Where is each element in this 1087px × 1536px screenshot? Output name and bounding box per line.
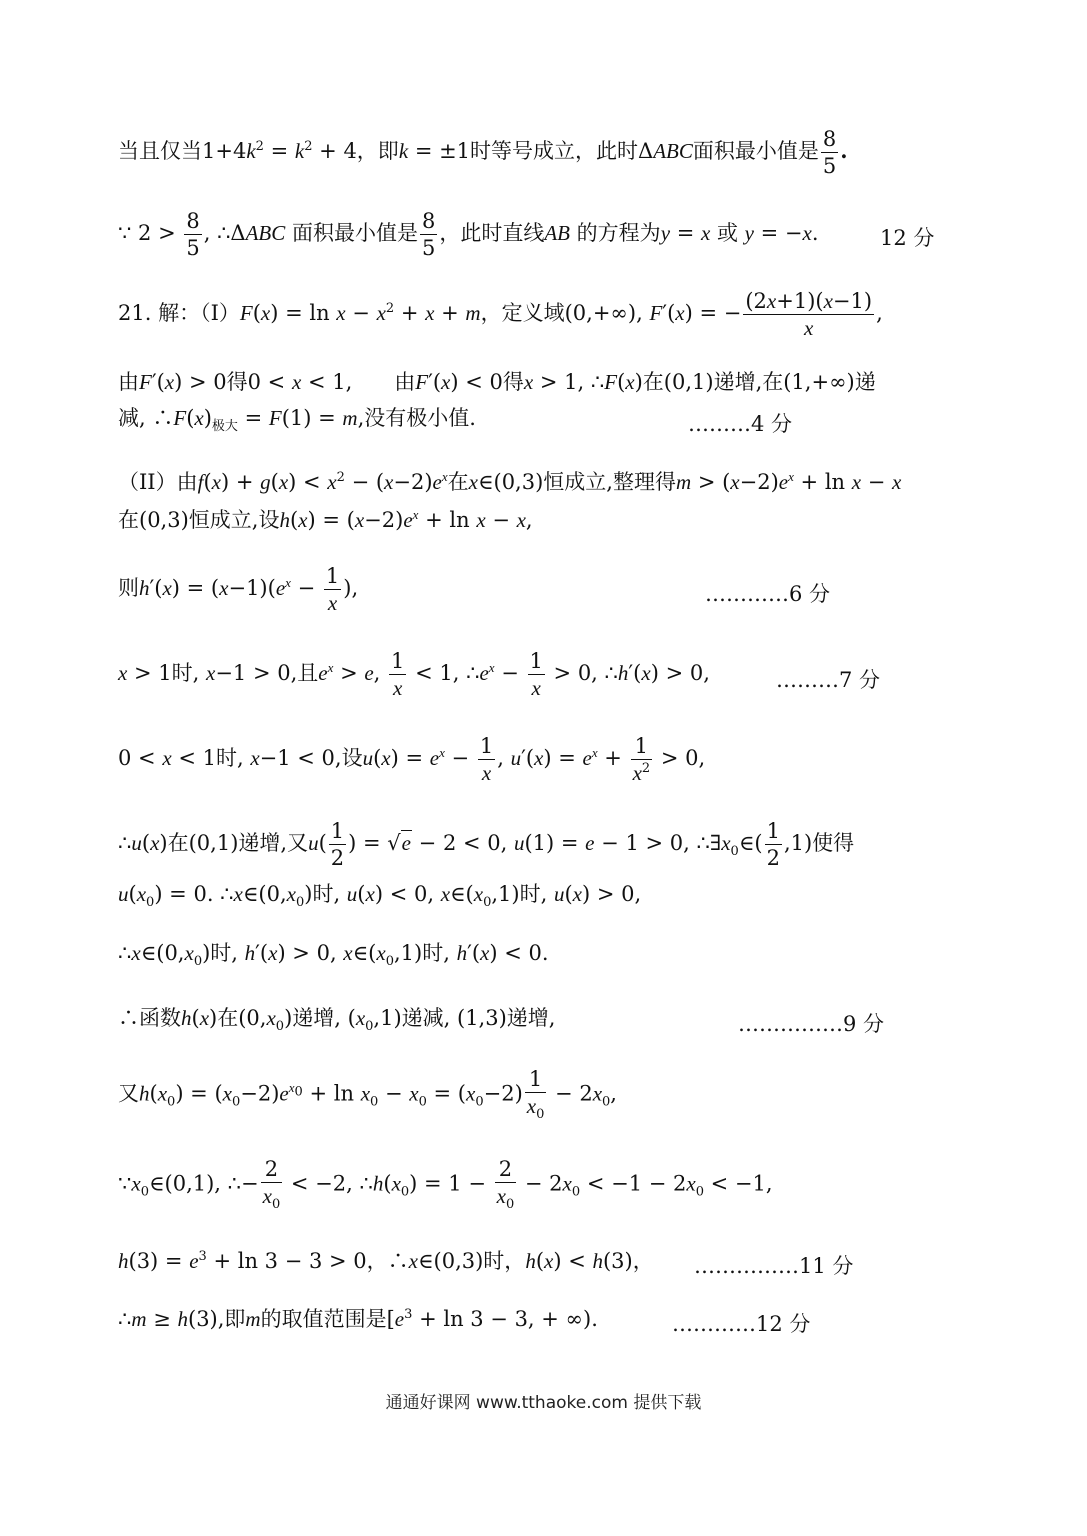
solution-line-2: ∵ 2 > $\frac{8}{5}$ , ∴ΔABC 面积最小值是 $\frac{8}{5}$ ，此时直线AB 的方程为y = x 或 y = −x. xyxy=(118,209,819,261)
solution-line-11: ∴u(x)在(0,1)递增,又u( $\frac{1}{2}$ ) = √e − 2 < 0, u(1) = e − 1 > 0, $\therefore\exists x_0\in$( $\frac{1}{2}$ ,1)使得 xyxy=(118,819,855,871)
solution-line-13: $\therefore x\in(0,x_0)$时, h′(x) > 0, $x\in(x_0,1)$时, h′(x) < 0. xyxy=(118,941,549,970)
score-mark: ……………11 分 xyxy=(694,1254,854,1278)
score-mark: …………6 分 xyxy=(705,582,831,606)
solution-line-15: 又$h(x_0) = (x_0-2)e^{x_0} + \ln x_0 - x_0 = (x_0-2)$ $\frac{1}{x_0}$ − $2x_0$, xyxy=(118,1067,617,1123)
solution-line-1: 当且仅当$1+4k^2 = k^2 + 4$，即k = ±1时等号成立，此时ΔABC面积最小值是 $\frac{8}{5}$ . xyxy=(118,127,848,179)
solution-line-9: x > 1时, x−1 > 0,且$e^x > e$, $\frac{1}{x}$ < 1, $\therefore e^x$ − $\frac{1}{x}$ > 0, ∴h′(x) > 0, xyxy=(118,649,710,701)
score-mark: ………7 分 xyxy=(776,668,881,692)
solution-line-16: $\because x_0\in(0,1)$, ∴− $\frac{2}{x_0}$ < −2, $\therefore h(x_0) = 1$ − $\frac{2}{x_0}$ − $2x_0 < -1 - 2x_0 < -1$, xyxy=(118,1157,773,1213)
solution-line-12: $u(x_0) = 0$. $\therefore x\in(0,x_0)$时, u(x) < 0, $x\in(x_0,1)$时, u(x) > 0, xyxy=(118,882,642,911)
footer-source: 通通好课网 www.tthaoke.com 提供下载 xyxy=(385,1393,702,1413)
score-mark: ………4 分 xyxy=(688,412,793,436)
solution-line-3: 21. 解：$(I)F(x) = \ln x - x^2 + x + m$，定义域(0,+∞), F′(x) = − $\frac{(2x+1)(x-1)}{x}$ , xyxy=(118,289,883,341)
score-mark: ……………9 分 xyxy=(738,1012,885,1036)
solution-line-4: 由F′(x) > 0得0 < x < 1, 由F′(x) < 0得x > 1, ∴F(x)在(0,1)递增,在(1,+∞)递 xyxy=(118,370,876,394)
solution-line-18: ∴m ≥ h(3),即m的取值范围是[$e^3 + \ln 3 - 3$, + ∞). xyxy=(118,1307,598,1331)
solution-line-10: 0 < x < 1时, x−1 < 0,设$u(x) = e^x$ − $\frac{1}{x}$ , $u'(x) = e^x$ + $\frac{1}{x^2}$ > 0, xyxy=(118,734,706,786)
score-mark: 12 分 xyxy=(880,226,935,250)
solution-line-14: ∴函数h(x)在$(0,x_0)$递增, $(x_0,1)$递减, (1,3)递增, xyxy=(118,1006,556,1035)
solution-line-5: 减, $\therefore F(x)_{极大} = F(1) = m$,没有极小值. xyxy=(118,406,476,435)
solution-line-8: 则$h'(x) = (x-1)(e^x$ − $\frac{1}{x}$ ), xyxy=(118,564,359,616)
solution-line-17: $h(3) = e^3 + \ln 3 - 3 > 0$，∴x∈(0,3)时，h(x) < h(3)， xyxy=(118,1249,654,1273)
solution-line-6: （II）由$f(x) + g(x) < x^2 - (x-2)e^x$在x∈(0,3)恒成立,整理得$m > (x-2)e^x + \ln x - x$ xyxy=(118,469,902,494)
score-mark: …………12 分 xyxy=(672,1312,811,1336)
solution-line-7: 在(0,3)恒成立,设$h(x) = (x-2)e^x + \ln x - x$, xyxy=(118,507,533,532)
